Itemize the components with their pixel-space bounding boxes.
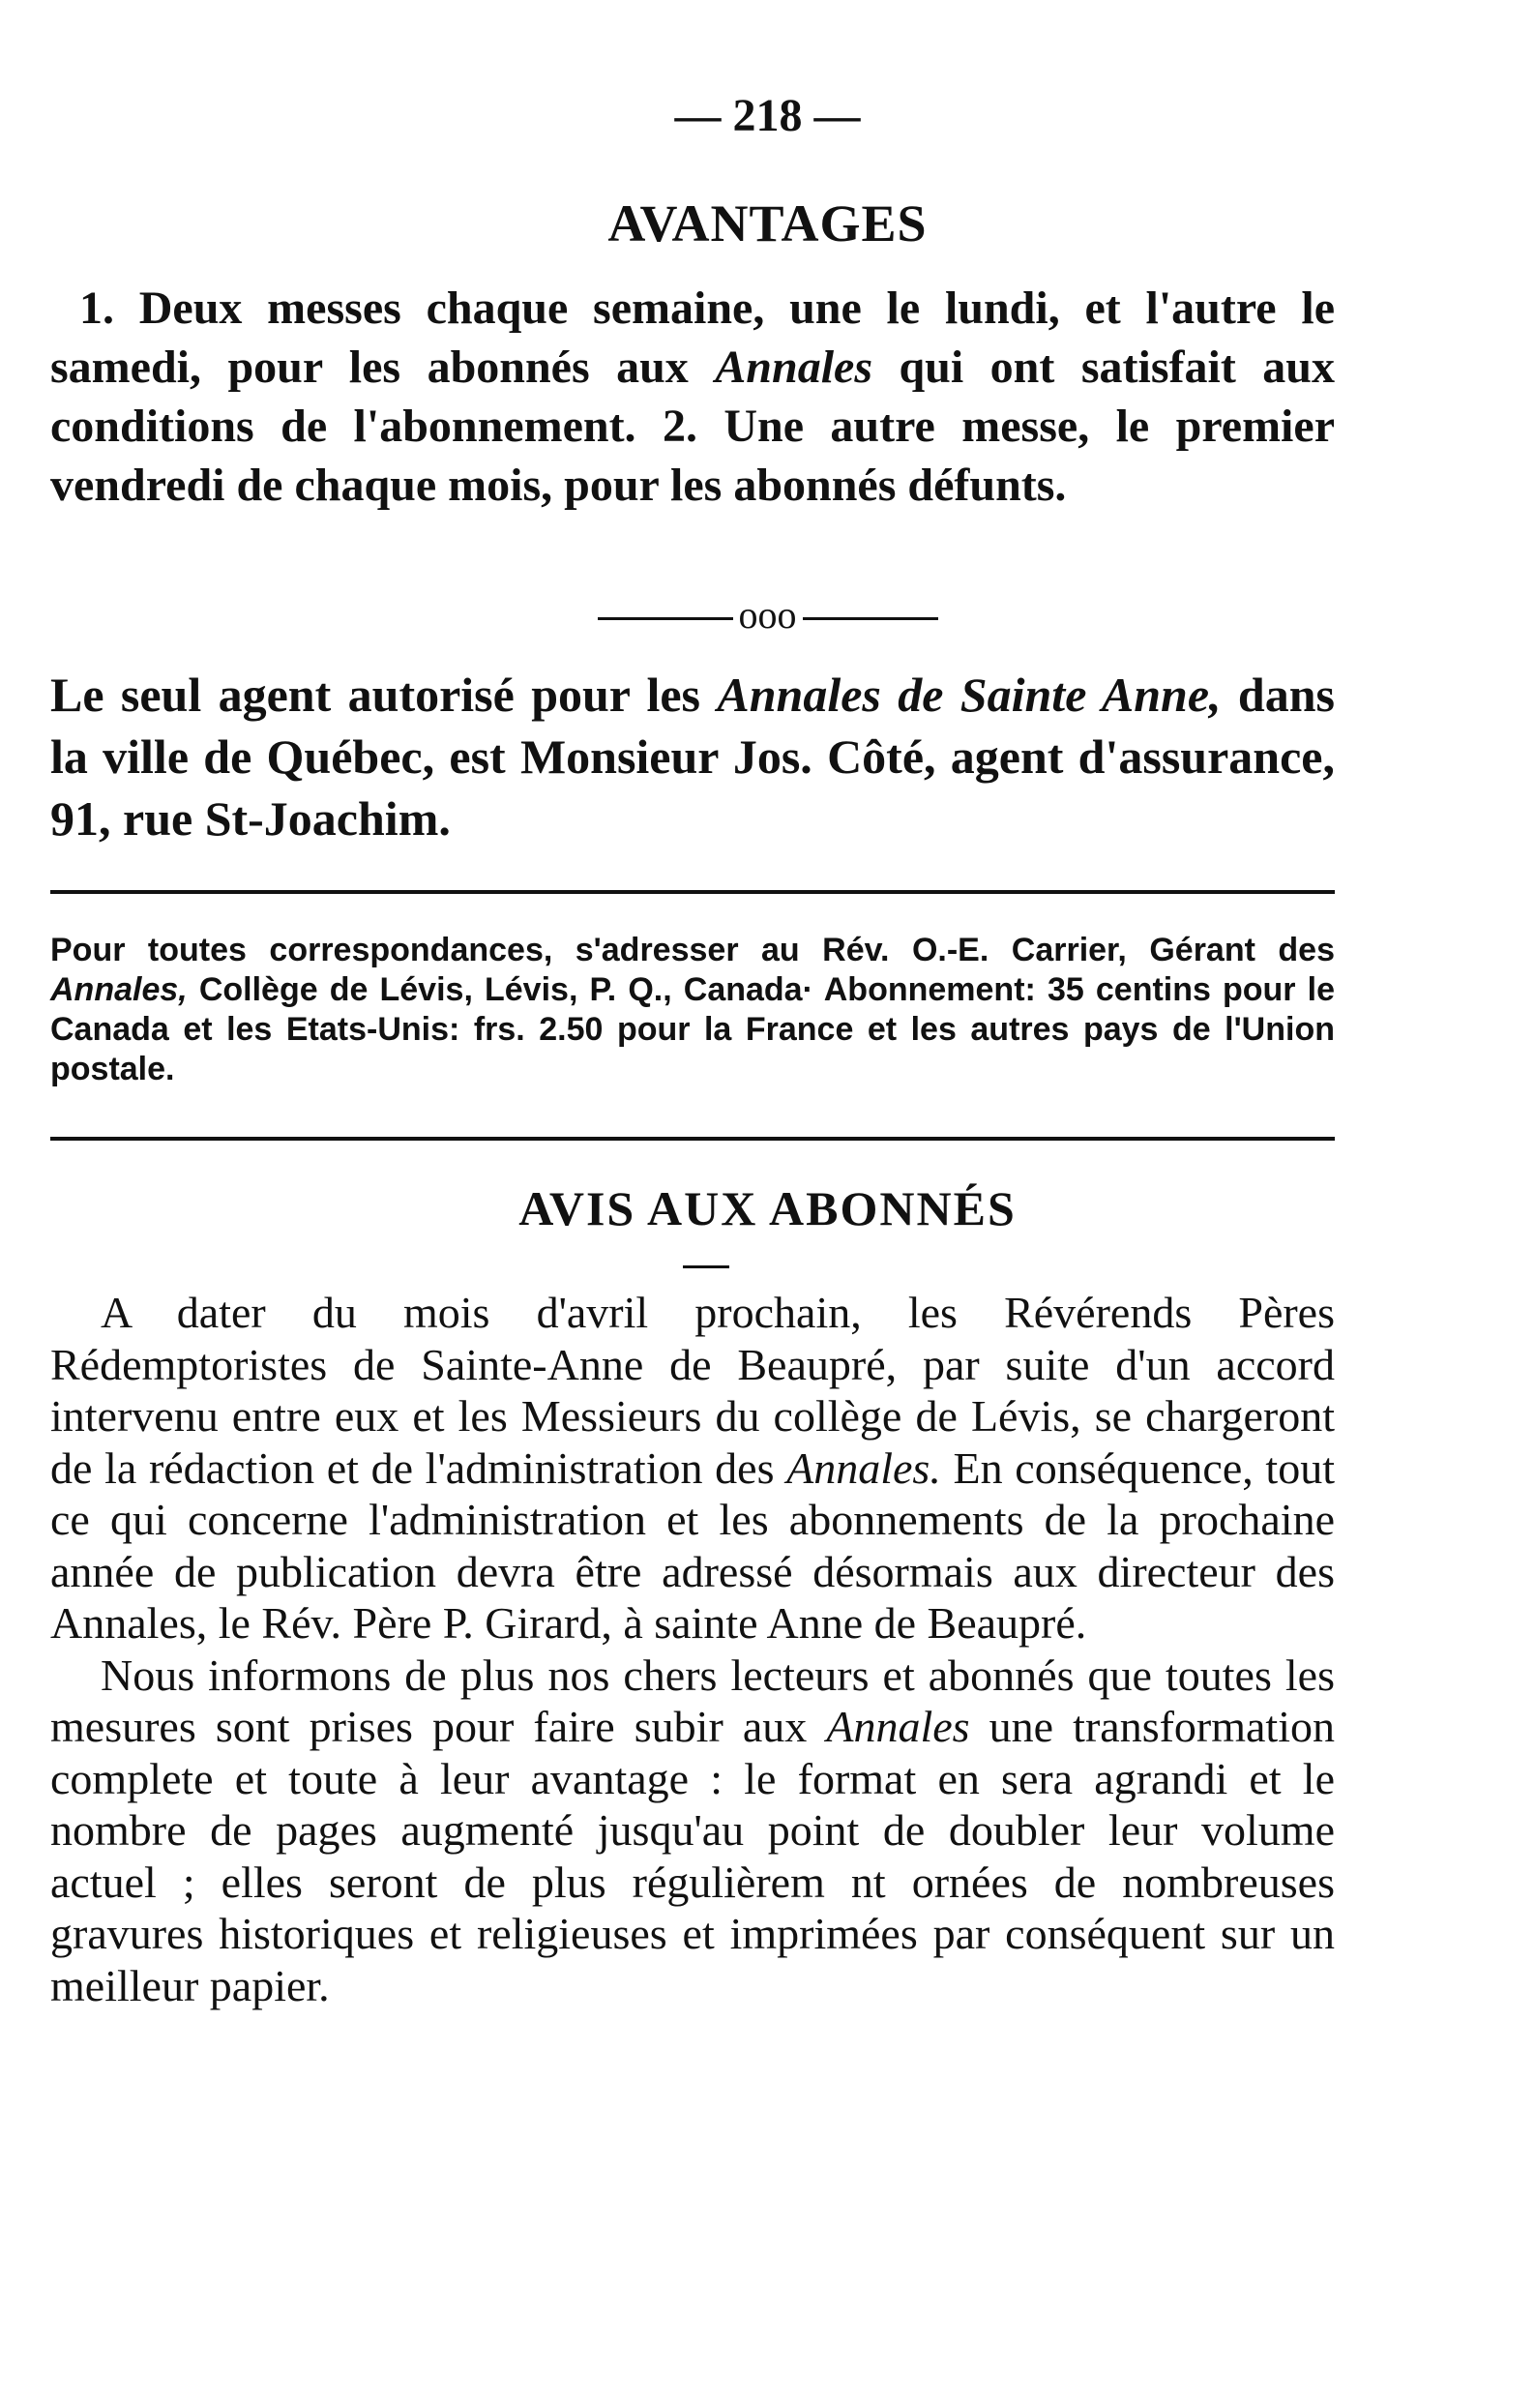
italic-run: Annales, [50,971,188,1008]
section-title-avis: AVIS AUX ABONNÉS [518,1181,1017,1235]
text-run: Nous informons de plus nos chers lecteurs et abonnés que toutes les mesures sont prises pour faire subir aux [50,1650,1335,1751]
horizontal-rule [50,1137,1335,1141]
avantages-paragraph [50,279,1335,515]
italic-run: Annales [826,1702,970,1751]
text-run: Collège de Lévis, Lévis, P. Q., Canada· Abonnement: 35 centins pour le Canada et les Etats-Unis: frs. 2.50 pour la France et les autres pays de l'Union postale. [50,971,1335,1087]
agent-text [50,664,1335,849]
text-run: qui ont satisfait aux conditions de l'abonnement. 2. Une autre messe, le premier vendredi de chaque mois, pour les abonnés défunts. [50,342,1335,511]
text-run: En conséquence, tout ce qui concerne l'administration et les abonnements de la prochaine année de publication devra être adressé désormais aux directeur des Annales, le Rév. Père P. Girard, à sainte Anne de Beaupré. [50,1442,1335,1648]
italic-run: Annales. [786,1442,941,1493]
agent-paragraph [50,664,1335,849]
text-run: 1. Deux messes chaque semaine, une le lundi, et l'autre le samedi, pour les abonnés aux [50,282,1335,393]
italic-run: Annales [715,342,873,393]
horizontal-rule [50,890,1335,894]
text-run: A dater du mois d'avril prochain, les Révérends Pères Rédemptoristes de Sainte-Anne de Beaupré, par suite d'un accord intervenu entre eux et les Messieurs du collège de Lévis, se chargeront de la rédaction et de l'administration des [50,1288,1335,1493]
separator-text: ooo [738,593,797,637]
page-number: — 218 — [674,90,861,141]
text-run: Le seul agent autorisé pour les [50,668,718,722]
text-run: Pour toutes correspondances, s'adresser au Rév. O.-E. Carrier, Gérant des [50,932,1335,968]
text-run: dans la ville de Québec, est Monsieur Jos. Côté, agent d'assurance, 91, rue St-Joachim. [50,668,1335,846]
italic-run: Annales de Sainte Anne, [717,668,1222,722]
separator-dash [598,617,733,620]
correspondence-text [50,931,1335,1089]
ornament-separator [0,592,1535,638]
avis-paragraph-2 [50,1650,1335,2012]
correspondence-notice [50,931,1335,1089]
text-run: une transformation complete et toute à leur avantage : le format en sera agrandi et le nombre de pages augmenté jusqu'au point de doubler leur volume actuel ; elles seront de plus régulièrem nt ornées de nombreuses gravures historiques et religieuses et imprimées par conséquent sur un meilleur papier. [50,1702,1335,2010]
section-title-avantages: AVANTAGES [607,194,928,253]
avis-paragraph-1 [50,1287,1335,1650]
avis-body [50,1287,1335,2011]
avantages-text [50,279,1335,515]
title-underline [683,1265,729,1268]
separator-dash [803,617,938,620]
